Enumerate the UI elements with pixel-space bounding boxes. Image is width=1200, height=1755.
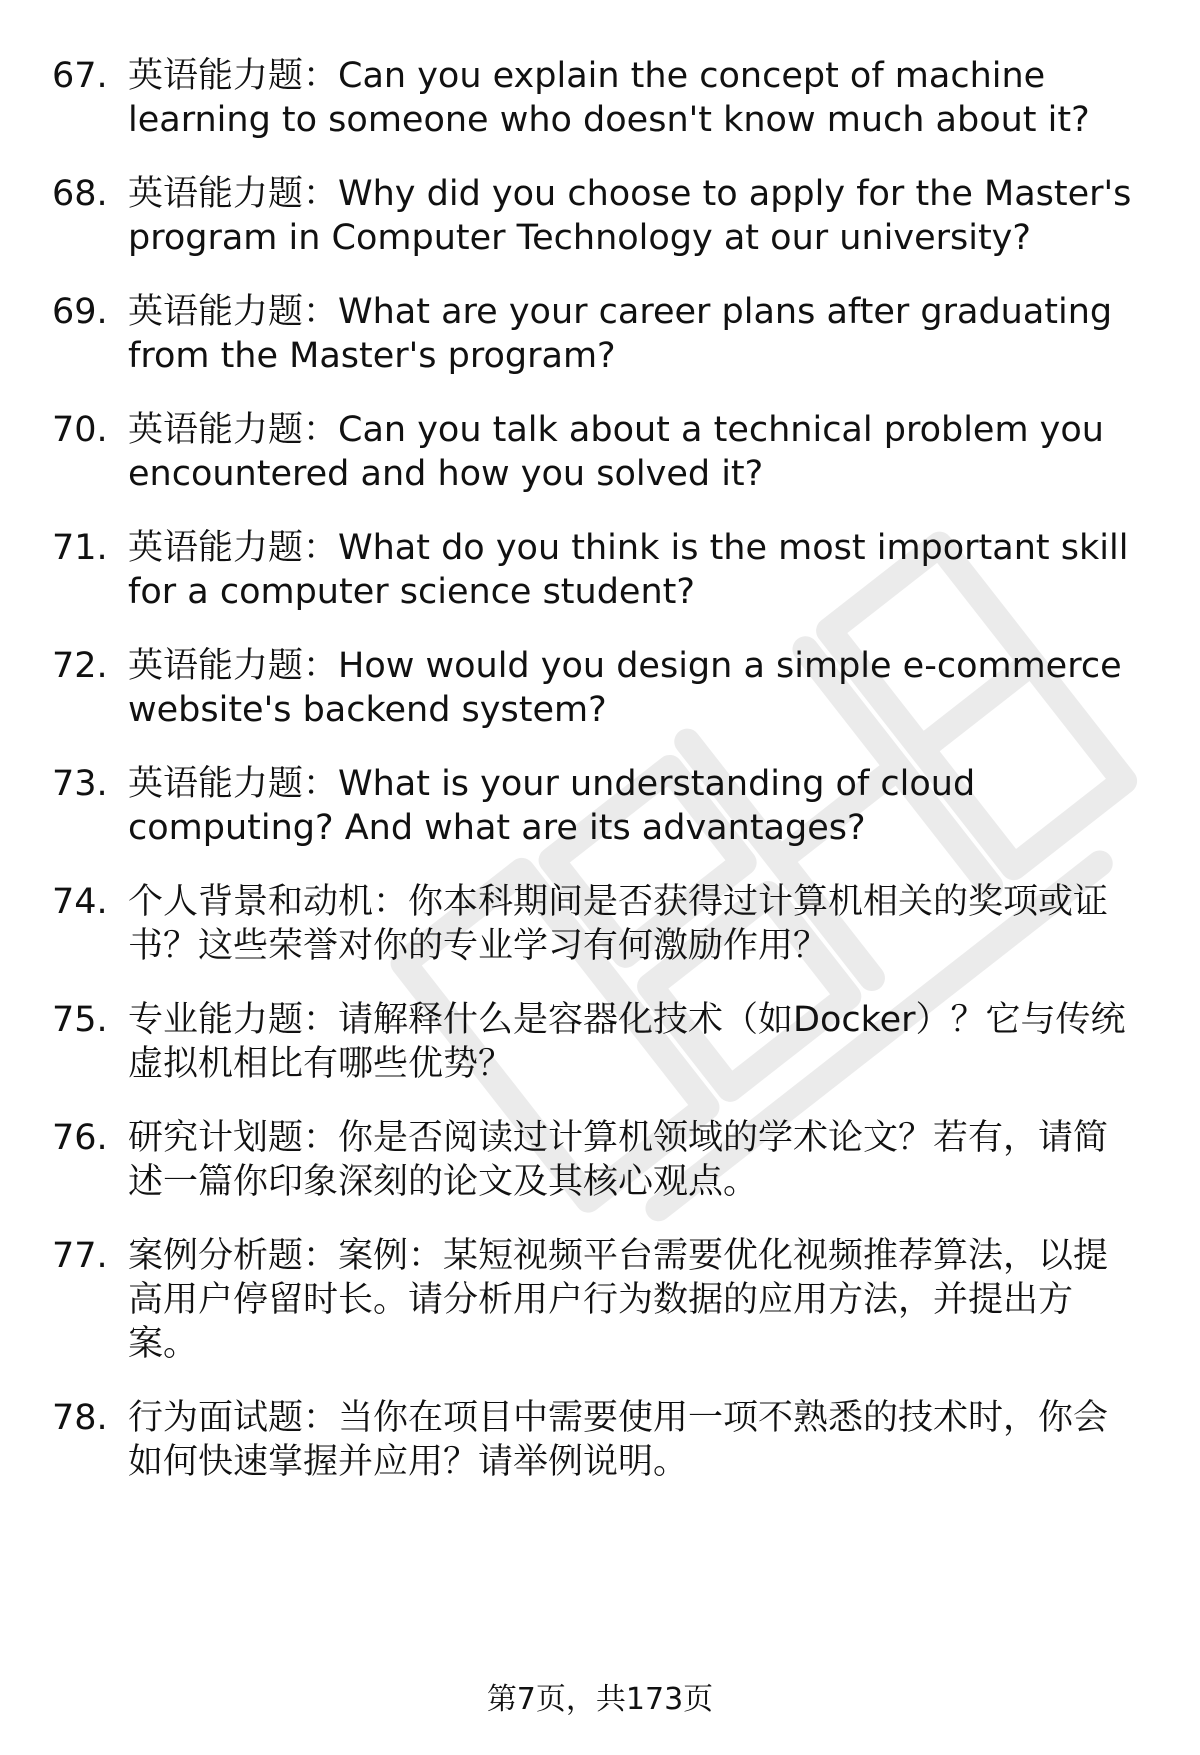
question-text-line: 英语能力题：What are your career plans after graduating (128, 292, 1113, 332)
question-text-line: from the Master's program? (128, 336, 616, 376)
question-text-line: program in Computer Technology at our university? (128, 218, 1031, 258)
question-text-line: 英语能力题：Why did you choose to apply for the Master's (128, 174, 1132, 214)
question-text-line: 案例分析题：案例：某短视频平台需要优化视频推荐算法，以提 (128, 1236, 1109, 1276)
question-text-line: 行为面试题：当你在项目中需要使用一项不熟悉的技术时，你会 (128, 1398, 1109, 1438)
question-text-line: 英语能力题：What do you think is the most important skill (128, 528, 1129, 568)
question-text-line: learning to someone who doesn't know much about it? (128, 100, 1090, 140)
question-number: 75. (52, 1000, 108, 1040)
question-text-line: 书？这些荣誉对你的专业学习有何激励作用？ (128, 926, 829, 966)
question-text-line: website's backend system? (128, 690, 607, 730)
question-text-line: 英语能力题：Can you talk about a technical problem you (128, 410, 1104, 450)
question-text-line: 英语能力题：How would you design a simple e-commerce (128, 646, 1122, 686)
question-text-line: 专业能力题：请解释什么是容器化技术（如Docker）？它与传统 (128, 1000, 1126, 1040)
question-text-line: computing? And what are its advantages? (128, 808, 866, 848)
question-number: 73. (52, 764, 108, 804)
question-text-line: 英语能力题：Can you explain the concept of machine (128, 56, 1046, 96)
question-number: 74. (52, 882, 108, 922)
question-text-line: 个人背景和动机：你本科期间是否获得过计算机相关的奖项或证 (128, 882, 1109, 922)
page-number-footer: 第7页，共173页 (486, 1682, 714, 1717)
question-number: 71. (52, 528, 108, 568)
question-number: 76. (52, 1118, 108, 1158)
question-text-line: 研究计划题：你是否阅读过计算机领域的学术论文？若有，请简 (128, 1118, 1109, 1158)
question-number: 68. (52, 174, 108, 214)
question-text-line: for a computer science student? (128, 572, 695, 612)
question-number: 70. (52, 410, 108, 450)
question-text-line: 案。 (128, 1324, 199, 1364)
question-text-line: 如何快速掌握并应用？请举例说明。 (128, 1442, 689, 1482)
question-number: 78. (52, 1398, 108, 1438)
question-number: 72. (52, 646, 108, 686)
question-text-line: 高用户停留时长。请分析用户行为数据的应用方法，并提出方 (128, 1280, 1074, 1320)
question-number: 69. (52, 292, 108, 332)
question-number: 77. (52, 1236, 108, 1276)
question-text-line: 述一篇你印象深刻的论文及其核心观点。 (128, 1162, 759, 1202)
question-number: 67. (52, 56, 108, 96)
question-text-line: 英语能力题：What is your understanding of cloud (128, 764, 976, 804)
question-text-line: encountered and how you solved it? (128, 454, 764, 494)
question-text-line: 虚拟机相比有哪些优势？ (128, 1044, 514, 1084)
